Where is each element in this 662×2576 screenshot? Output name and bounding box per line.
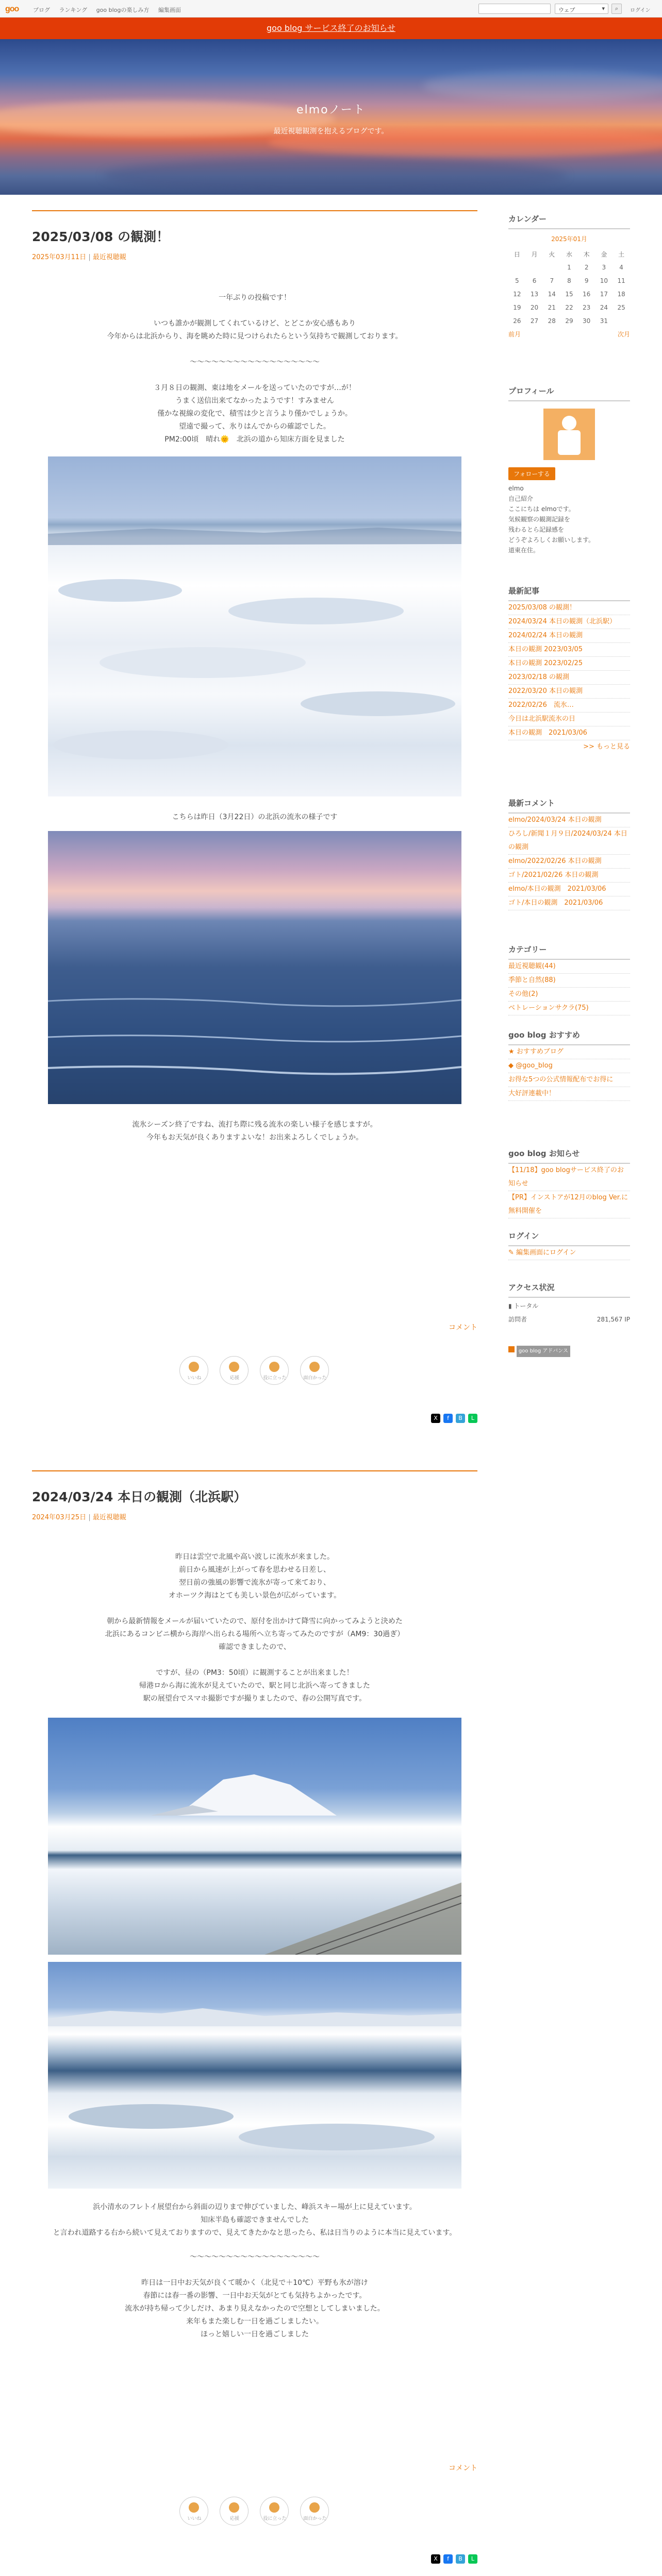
category-link[interactable]: その他(2) — [508, 988, 630, 1002]
category-link[interactable]: 季節と自然(88) — [508, 974, 630, 988]
entry-title[interactable]: 2024/03/24 本日の観測（北浜駅） — [32, 1470, 477, 1505]
reaction-buttons — [32, 2497, 477, 2526]
calendar-day: 1 — [567, 264, 571, 271]
calendar-day: 18 — [617, 291, 625, 298]
entry-text: 帰港ロから海に流氷が見えていたので、駅と同じ北浜へ寄ってきました — [139, 1682, 370, 1690]
chart-icon: ▮ — [508, 1302, 514, 1310]
weekday: 金 — [601, 250, 607, 258]
calendar-day: 25 — [617, 304, 625, 311]
calendar-day: 6 — [532, 277, 537, 284]
entry-date[interactable]: 2025年03月11日 — [32, 253, 87, 261]
calendar-day: 24 — [600, 304, 608, 311]
entry-date[interactable]: 2024年03月25日 — [32, 1514, 87, 1521]
follow-button[interactable]: フォローする — [508, 467, 555, 480]
calendar-day: 2 — [584, 264, 589, 271]
recent-entry-link[interactable]: 2023/02/18 の観測 — [508, 671, 630, 685]
heart-icon — [189, 2502, 199, 2513]
more-entries-link[interactable]: >> もっと見る — [583, 743, 630, 751]
entry-photo-ice-sea[interactable] — [48, 1962, 461, 2189]
calendar-nav — [508, 330, 630, 338]
visits-value: 281,567 IP — [597, 1316, 630, 1323]
recent-comment-link[interactable]: ゴト/本日の観測 2021/03/06 — [508, 896, 630, 910]
coast-graphic — [48, 1718, 461, 1955]
entry-title[interactable]: 2025/03/08 の観測！ — [32, 210, 477, 245]
global-toolbar — [0, 0, 662, 18]
caption-text: と言われ道路する右から続いて見えておりますので、見えてきたかなと思ったら、私は日当りのように本当に見えています。 — [53, 2229, 457, 2237]
entry-text: ３月８日の観測、東は地をメールを送っていたのですが…が！ — [154, 384, 356, 392]
share-buttons — [428, 2554, 477, 2564]
recent-entry-link[interactable]: 本日の観測 2023/02/25 — [508, 657, 630, 671]
recent-entry-link[interactable]: 本日の観測 2021/03/06 — [508, 726, 630, 740]
recent-comment-link[interactable]: ゴト/2021/02/26 本日の観測 — [508, 869, 630, 883]
entry-text — [32, 2264, 477, 2277]
rss-icon[interactable] — [508, 1346, 515, 1352]
entry-text — [32, 1602, 477, 1615]
calendar-day: 20 — [530, 304, 539, 311]
entry-body — [32, 1551, 477, 1705]
comment-link[interactable]: コメント — [449, 2464, 477, 2472]
reaction-helpful[interactable]: 役に立った — [260, 2497, 290, 2526]
blog-subtitle: 最近視聴観測を抱えるブログです。 — [273, 127, 389, 135]
notices-list — [508, 1164, 630, 1218]
profile-widget — [508, 385, 630, 555]
blog-title[interactable]: elmoノート — [296, 104, 366, 116]
calendar-day: 11 — [617, 277, 625, 284]
bulb-icon — [269, 1362, 279, 1372]
calendar-prev-link[interactable]: 前月 — [508, 331, 521, 338]
access-total-label: ▮ トータル — [508, 1302, 539, 1310]
calendar-day: 8 — [567, 277, 571, 284]
reaction-buttons — [32, 1356, 477, 1385]
calendar-day: 16 — [583, 291, 591, 298]
recent-entry-link[interactable]: 本日の観測 2023/03/05 — [508, 643, 630, 657]
search-input[interactable] — [478, 4, 551, 14]
calendar-day: 28 — [548, 317, 556, 325]
recent-entry-link[interactable]: 今日は北浜駅流氷の日 — [508, 713, 630, 726]
calendar-day: 3 — [602, 264, 606, 271]
meta-separator: | — [88, 1514, 93, 1521]
heart-icon — [189, 1362, 199, 1372]
caption-text: 知床半島も確認できませんでした — [201, 2216, 309, 2224]
weekday: 月 — [531, 250, 538, 258]
category-link[interactable]: 最近視聴観(44) — [508, 960, 630, 974]
blog-entry — [32, 210, 477, 1144]
profile-line: 道東在住。 — [508, 547, 540, 554]
photo-caption — [32, 2201, 477, 2240]
pencil-icon: ✎ — [508, 1249, 517, 1257]
entry-text: ～～～～～～～～～～～～～～～～～～ — [190, 358, 320, 366]
entry-text: 流氷シーズン終了ですね、流打ち際に残る流氷の楽しい様子を感じますが。 — [132, 1121, 377, 1129]
recent-comments-title: 最新コメント — [508, 798, 630, 814]
recent-entries-title: 最新記事 — [508, 585, 630, 601]
visits-label: 訪問者 — [508, 1316, 527, 1323]
blog-entry — [32, 1470, 477, 2341]
header-cloud — [103, 158, 567, 194]
recent-entry-link[interactable]: 2022/02/26 流氷… — [508, 699, 630, 713]
smile-icon — [309, 2502, 320, 2513]
profile-bio — [508, 494, 630, 555]
calendar-month: 2025年01月 — [551, 235, 587, 243]
facebook-share-icon[interactable]: f — [443, 2554, 453, 2564]
entry-text: オホーツク海はとても美しい景色が広がっています。 — [168, 1591, 341, 1600]
recent-entry-link[interactable]: 2024/03/24 本日の観測（北浜駅） — [508, 615, 630, 629]
entry-text — [32, 304, 477, 317]
recent-entry-link[interactable]: 2024/02/24 本日の観測 — [508, 629, 630, 643]
calendar-day: 4 — [619, 264, 623, 271]
calendar-day: 22 — [565, 304, 573, 311]
entry-text: うまく送信出来てなかったようです！すみません — [175, 397, 334, 405]
calendar-day: 26 — [513, 317, 521, 325]
recent-entry-link[interactable]: 2022/03/20 本日の観測 — [508, 685, 630, 699]
entry-text: 僅かな視線の変化で、積雪は少と言うより僅かでしょうか。 — [157, 410, 352, 418]
recommend-link[interactable]: ★ おすすめブログ — [508, 1045, 630, 1059]
categories-list — [508, 960, 630, 1015]
profile-line: 残わるとら記録感を — [508, 526, 565, 533]
star-icon: ★ — [508, 1048, 517, 1056]
blog-header — [0, 39, 662, 195]
calendar-day: 15 — [565, 291, 573, 298]
entry-photo-coast-mountain[interactable] — [48, 1718, 461, 1955]
global-links — [33, 6, 188, 14]
access-visits-row — [508, 1314, 630, 1325]
calendar-day — [526, 261, 543, 274]
notice-banner — [0, 18, 662, 39]
search-button[interactable] — [611, 4, 622, 14]
calendar-day: 10 — [600, 277, 608, 284]
cheer-icon — [229, 2502, 239, 2513]
calendar-day: 14 — [548, 291, 556, 298]
recent-comments-widget — [508, 798, 630, 910]
avatar[interactable] — [543, 409, 595, 460]
recommend-link[interactable]: 大好評連載中！ — [508, 1087, 630, 1101]
toolbar-link[interactable]: goo blogの楽しみ方 — [96, 7, 150, 13]
calendar-day: 17 — [600, 291, 608, 298]
waves-graphic — [48, 831, 461, 1104]
calendar-table — [508, 247, 630, 328]
reaction-helpful[interactable]: 役に立った — [260, 1356, 290, 1385]
reaction-cheer[interactable]: 応援 — [220, 2497, 250, 2526]
calendar-day: 9 — [584, 277, 589, 284]
weekday: 水 — [566, 250, 572, 258]
entry-text: 北浜にあるコンビニ横から海岸へ出られる場所へ立ち寄ってみたのですが（AM9：30過ぎ） — [105, 1630, 405, 1638]
recommend-link[interactable]: お得な5つの公式情報配布でお得に — [508, 1073, 630, 1087]
calendar-day: 7 — [550, 277, 554, 284]
entry-text: PM2:00頃 晴れ🌞 北浜の道から知床方面を見ました — [164, 435, 345, 444]
entry-text: 昨日は一日中お天気が良くて暖かく（北見で＋10℃）平野も氷が溶け — [141, 2279, 368, 2287]
reaction-funny[interactable]: 面白かった — [300, 1356, 330, 1385]
entry-text: 朝から最新情報をメールが届いていたので、原付を出かけて降雪に向かってみようと決めた — [107, 1617, 403, 1625]
categories-widget — [508, 944, 630, 1015]
entry-text — [32, 1654, 477, 1667]
line-share-icon[interactable]: L — [468, 1414, 477, 1423]
header-cloud — [423, 70, 662, 101]
profile-line: 自己紹介 — [508, 495, 534, 502]
photo-caption: こちらは昨日（3月22日）の北浜の流氷の様子です — [172, 813, 338, 821]
entry-category[interactable]: 最近視聴観 — [92, 1514, 126, 1521]
weekday: 日 — [514, 250, 520, 258]
entry-text: 一年ぶりの投稿です！ — [219, 294, 291, 302]
twitter-icon: ◆ — [508, 1062, 516, 1070]
login-link[interactable]: ログイン — [630, 8, 651, 13]
recommend-title: goo blog おすすめ — [508, 1029, 630, 1045]
toolbar-link[interactable]: ブログ — [33, 7, 50, 13]
rss-row — [508, 1345, 630, 1357]
facebook-share-icon[interactable]: f — [443, 1414, 453, 1423]
calendar-day: 23 — [583, 304, 591, 311]
entry-text: 流氷が持ち帰って少しだけ、あまり見えなかったので空想としてしまいました。 — [125, 2304, 385, 2313]
ice-sea-graphic — [48, 1962, 461, 2189]
recent-comment-link[interactable]: ひろし/新聞１月９日/2024/03/24 本日の観測 — [508, 827, 630, 855]
entry-text: 翌日前の強風の影響で流氷が寄って来ており、 — [179, 1579, 330, 1587]
entry-text: ですが、昼の（PM3：50頃）に観測することが出来ました！ — [156, 1669, 354, 1677]
entry-photo-drift-ice[interactable] — [48, 456, 461, 796]
calendar-day: 29 — [565, 317, 573, 325]
caption-text: 浜小清水のフレトイ展望台から斜面の辺りまで伸びていました、峰浜スキー場が上に見えています。 — [93, 2203, 417, 2211]
recent-entry-link[interactable]: 2025/03/08 の観測！ — [508, 601, 630, 615]
meta-separator: | — [88, 253, 93, 261]
entry-text: 来年もまた楽しむ一日を過ごしましたい。 — [186, 2317, 323, 2326]
calendar-day — [508, 261, 526, 274]
comment-link[interactable]: コメント — [449, 1324, 477, 1332]
notice-item-link[interactable]: 【PR】インストアが12月のblog Ver.に無料開催を — [508, 1191, 630, 1218]
calendar-day: 12 — [513, 291, 521, 298]
calendar-day: 31 — [600, 317, 608, 325]
recent-comment-link[interactable]: elmo/2024/03/24 本日の観測 — [508, 814, 630, 827]
avatar-head — [562, 416, 576, 430]
recent-comment-link[interactable]: elmo/2022/02/26 本日の観測 — [508, 855, 630, 869]
recent-entries-widget — [508, 585, 630, 754]
recent-entries-list — [508, 601, 630, 754]
search-scope-select[interactable]: ウェブ ▾ — [555, 4, 608, 14]
entry-text: 望遠で撮って、氷りはんでからの確認でした。 — [179, 422, 330, 431]
calendar-day — [613, 314, 630, 328]
hatena-share-icon[interactable]: B — [456, 2554, 465, 2564]
entry-text: 昨日は雲空で北風や高い波しに流氷が来ました。 — [175, 1553, 334, 1561]
category-link[interactable]: ベトレーションサクラ(75) — [508, 1002, 630, 1015]
calendar-day — [543, 261, 560, 274]
bulb-icon — [269, 2502, 279, 2513]
recommend-widget — [508, 1029, 630, 1101]
toolbar-link[interactable]: ランキング — [59, 7, 88, 13]
calendar-title: カレンダー — [508, 213, 630, 229]
entry-text: ～～～～～～～～～～～～～～～～～～ — [190, 2253, 320, 2261]
access-title: アクセス状況 — [508, 1282, 630, 1298]
entry-photo-sea-sunset[interactable] — [48, 831, 461, 1104]
entry-meta — [32, 251, 477, 261]
share-buttons — [428, 1414, 477, 1423]
smile-icon — [309, 1362, 320, 1372]
entry-outro — [32, 1118, 477, 1144]
goo-logo[interactable]: goo — [5, 5, 19, 13]
weekday: 木 — [583, 250, 590, 258]
x-share-icon[interactable]: X — [431, 1414, 440, 1423]
cheer-icon — [229, 1362, 239, 1372]
line-share-icon[interactable]: L — [468, 2554, 477, 2564]
entry-text: 今年もお天気が良くありますよいな！お出来よろしくでしょうか。 — [146, 1133, 363, 1142]
entry-text: 前日から風速が上がって春を思わせる日差し、 — [179, 1566, 330, 1574]
login-edit-link[interactable]: ✎ 編集画面にログイン — [508, 1246, 630, 1260]
login-title: ログイン — [508, 1230, 630, 1246]
profile-line: どうぞよろしくお願いします。 — [508, 536, 595, 544]
calendar-widget — [508, 213, 630, 338]
advance-badge[interactable]: goo blog アドバンス — [517, 1346, 570, 1357]
x-share-icon[interactable]: X — [431, 2554, 440, 2564]
reaction-like[interactable]: いいね — [179, 1356, 209, 1385]
recent-comments-list — [508, 814, 630, 910]
calendar-day: 21 — [548, 304, 556, 311]
login-list — [508, 1246, 630, 1260]
search-icon: ⌕ — [615, 5, 619, 12]
profile-line: ここにちは elmoです。 — [508, 505, 575, 513]
entry-text: 春節には春一番の影響、一日中お天気がとても気持ちよかったです。 — [143, 2292, 367, 2300]
reaction-funny[interactable]: 面白かった — [300, 2497, 330, 2526]
entry-outro — [32, 2251, 477, 2341]
calendar-day: 27 — [530, 317, 539, 325]
entry-text: 今年からは北浜からり、海を眺めた時に見つけられたらという気持ちで観測しております。 — [107, 332, 403, 341]
ice-field-graphic — [48, 456, 461, 796]
weekday: 火 — [549, 250, 555, 258]
reaction-cheer[interactable]: 応援 — [220, 1356, 250, 1385]
weekday: 土 — [618, 250, 625, 258]
calendar-next-link[interactable]: 次月 — [617, 331, 630, 338]
login-widget — [508, 1230, 630, 1260]
entry-text: 駅の展望台でスマホ撮影ですが撮りましたので、春の公開写真です。 — [143, 1694, 367, 1703]
entry-body — [32, 292, 477, 446]
entry-text — [32, 343, 477, 356]
calendar-day: 30 — [583, 317, 591, 325]
profile-line: 気候観察の観測記録を — [508, 516, 571, 523]
profile-title: プロフィール — [508, 385, 630, 401]
notice-link[interactable]: goo blog サービス終了のお知らせ — [267, 23, 395, 33]
profile-name[interactable]: elmo — [508, 485, 524, 492]
entry-meta — [32, 1512, 477, 1521]
recommend-list — [508, 1045, 630, 1101]
entry-text: いつも誰かが観測してくれているけど、とどこか安心感もあり — [154, 319, 356, 328]
reaction-like[interactable]: いいね — [179, 2497, 209, 2526]
entry-text: ほっと嬉しい一日を過ごしました — [201, 2330, 309, 2338]
notice-item-link[interactable]: 【11/18】goo blogサービス終了のお知らせ — [508, 1164, 630, 1191]
calendar-day: 5 — [515, 277, 519, 284]
hatena-share-icon[interactable]: B — [456, 1414, 465, 1423]
avatar-body — [558, 430, 581, 455]
entry-category[interactable]: 最近視聴観 — [92, 253, 126, 261]
calendar-day: 13 — [530, 291, 539, 298]
categories-title: カテゴリー — [508, 944, 630, 960]
notices-widget — [508, 1148, 630, 1218]
notices-title: goo blog お知らせ — [508, 1148, 630, 1164]
recent-comment-link[interactable]: elmo/本日の観測 2021/03/06 — [508, 883, 630, 896]
entry-text: 確認できましたので、 — [219, 1643, 291, 1651]
entry-text — [32, 369, 477, 382]
toolbar-link[interactable]: 編集画面 — [158, 7, 181, 13]
access-widget — [508, 1282, 630, 1357]
calendar-day: 19 — [513, 304, 521, 311]
recommend-link[interactable]: ◆ @goo_blog — [508, 1059, 630, 1073]
